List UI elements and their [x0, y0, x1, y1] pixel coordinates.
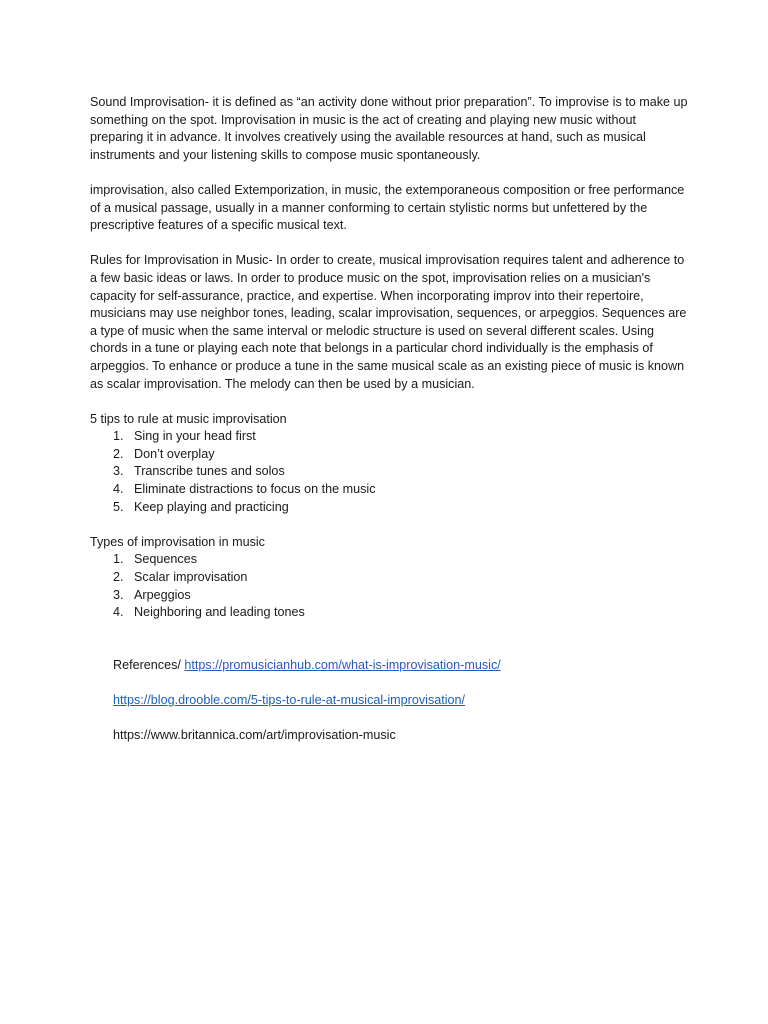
tips-list: [90, 428, 690, 516]
list-item-text: Scalar improvisation: [134, 570, 248, 585]
tips-list-title: 5 tips to rule at music improvisation: [90, 411, 287, 426]
list-item-text: Don’t overplay: [134, 446, 215, 461]
list-item-text: Sequences: [134, 552, 198, 567]
list-item-text: Keep playing and practicing: [134, 499, 289, 514]
intro-paragraph: Sound Improvisation- it is defined as “an activity done without prior preparation”. To improvise is to make up something on the spot. Improvisation in music is the act of creating and playing new music without preparing it in advance. It involves creatively using the available resources at hand, such as musical instruments and your listening skills to compose music spontaneously.: [90, 95, 688, 162]
references-label: References/: [113, 657, 185, 672]
list-item-text: Transcribe tunes and solos: [134, 464, 285, 479]
list-number: 4.: [113, 605, 124, 620]
list-item: [90, 499, 690, 517]
document-page: [90, 94, 690, 762]
types-list-title: Types of improvisation in music: [90, 534, 265, 549]
list-item: [90, 551, 690, 569]
list-item-text: Arpeggios: [134, 587, 191, 602]
list-number: 3.: [113, 464, 124, 479]
list-number: 4.: [113, 482, 124, 497]
list-number: 5.: [113, 499, 124, 514]
list-item: [90, 481, 690, 499]
list-item: [90, 463, 690, 481]
reference-line-1: [113, 657, 690, 675]
rules-paragraph: Rules for Improvisation in Music- In order to create, musical improvisation requires talent and adherence to a few basic ideas or laws. In order to produce music on the spot, improvisation relies on a musician's capacity for self-assurance, practice, and expertise. When incorporating improv into their repertoire, musicians may use neighbor tones, leading, scalar improvisation, sequences, or arpeggios. Sequences are a type of music when the same interval or melodic structure is used on several different scales. Using chords in a tune or playing each note that belongs in a particular chord individually is the emphasis of arpeggios. To enhance or produce a tune in the same musical scale as an existing piece of music is known as scalar improvisation. The melody can then be used by a musician.: [90, 253, 687, 391]
references-section: [113, 657, 690, 745]
list-number: 1.: [113, 552, 124, 567]
list-item: [90, 587, 690, 605]
list-item: [90, 604, 690, 622]
list-item-text: Neighboring and leading tones: [134, 605, 305, 620]
reference-line-3: [113, 727, 690, 745]
list-item: [90, 569, 690, 587]
list-number: 2.: [113, 570, 124, 585]
definition-paragraph: improvisation, also called Extemporization, in music, the extemporaneous composition or free performance of a musical passage, usually in a manner conforming to certain stylistic norms but unfettered by the prescriptive features of a specific musical text.: [90, 182, 685, 233]
list-item-text: Eliminate distractions to focus on the music: [134, 482, 376, 497]
reference-line-2: [113, 692, 690, 710]
list-number: 2.: [113, 446, 124, 461]
list-number: 3.: [113, 587, 124, 602]
list-number: 1.: [113, 429, 124, 444]
list-item: [90, 446, 690, 464]
list-item-text: Sing in your head first: [134, 429, 256, 444]
reference-link-drooble[interactable]: https://blog.drooble.com/5-tips-to-rule-at-musical-improvisation/: [113, 693, 466, 707]
types-list: [90, 551, 690, 621]
reference-url-britannica: https://www.britannica.com/art/improvisation-music: [113, 728, 396, 743]
list-item: [90, 428, 690, 446]
reference-link-promusicianhub[interactable]: https://promusicianhub.com/what-is-improvisation-music/: [184, 657, 501, 672]
